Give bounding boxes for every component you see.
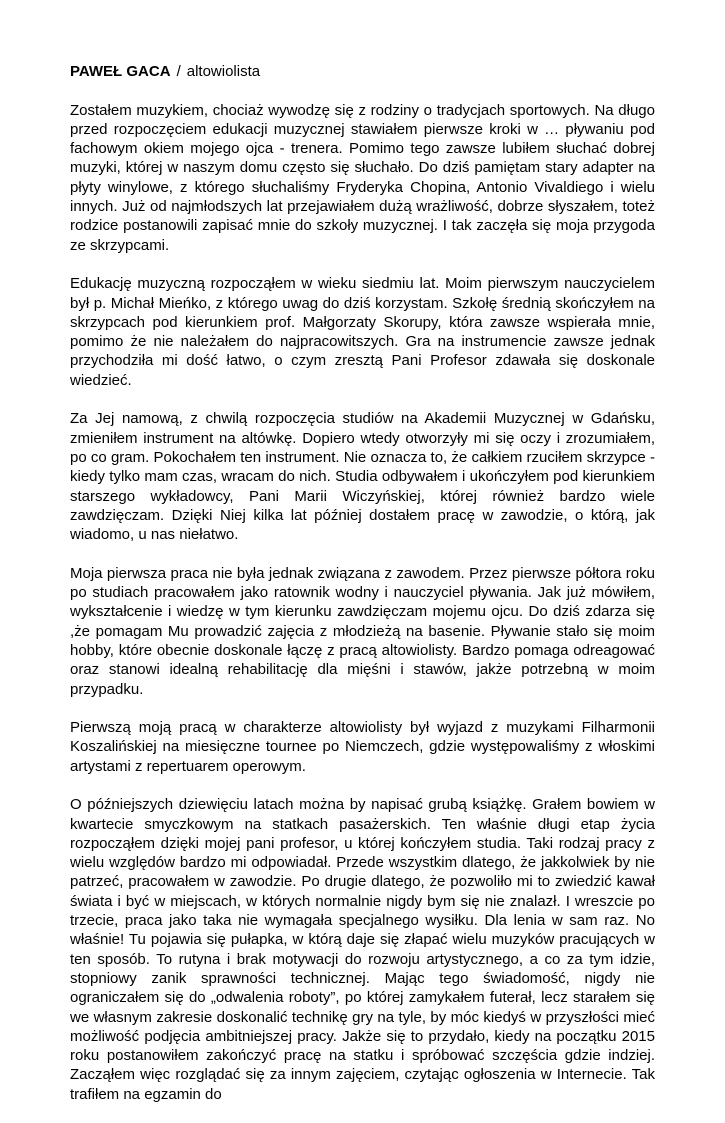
paragraph-2: Edukację muzyczną rozpocząłem w wieku siedmiu lat. Moim pierwszym nauczycielem był p. Michał Mieńko, z którego uwag do dziś korzystam. Szkołę średnią skończyłem na skrzypcach pod kierunkiem prof. Małgorzaty Skorupy, która zawsze wspierała mnie, pomimo że nie należałem do najpracowitszych. Gra na instrumencie zawsze jednak przychodziła mi dość łatwo, o czym zresztą Pani Profesor zdawała się doskonale wiedzieć. — [70, 275, 655, 389]
paragraph-6: O późniejszych dziewięciu latach można by napisać grubą książkę. Grałem bowiem w kwartecie smyczkowym na statkach pasażerskich. Ten właśnie długi etap życia rozpocząłem dzięki mojej pani profesor, u której kończyłem studia. Taki rodzaj pracy z wielu względów bardzo mi odpowiadał. Przede wszystkim dlatego, że jakkolwiek by nie patrzeć, pracowałem w zawodzie. Po drugie dlatego, że pozwoliło mi to zwiedzić kawał świata i być w miejscach, w których normalnie nigdy bym się nie znalazł. I wreszcie po trzecie, praca jako taka nie wymagała specjalnego wysiłku. Dla lenia w sam raz. No właśnie! Tu pojawia się pułapka, w którą daje się złapać wielu muzyków pracujących w ten sposób. To rutyna i brak motywacji do rozwoju artystycznego, a co za tym idzie, stopniowy zanik sprawności technicznej. Mając tego świadomość, nigdy nie ograniczałem się do „odwalenia roboty”, po której zamykałem futerał, lecz starałem się we własnym zakresie doskonalić technikę gry na tyle, by móc kiedyś w przyszłości mieć możliwość podjęcia ambitniejszej pracy. Jakże się to przydało, kiedy na początku 2015 roku postanowiłem zakończyć pracę na statku i spróbować szczęścia gdzie indziej. Zacząłem więc rozglądać się za innym zajęciem, czytając ogłoszenia w Internecie. Tak trafiłem na egzamin do — [70, 796, 655, 1103]
paragraph-4: Moja pierwsza praca nie była jednak związana z zawodem. Przez pierwsze półtora roku po studiach pracowałem jako ratownik wodny i nauczyciel pływania. Jak już mówiłem, wykształcenie i wiedzę w tym kierunku zawdzięczam mojemu ojcu. Do dziś zdarza się ,że pomagam Mu prowadzić zajęcia z młodzieżą na basenie. Pływanie stało się moim hobby, które obecnie doskonale łączę z pracą altowiolisty. Bardzo pomaga odreagować oraz stanowi idealną rehabilitację dla mięśni i stawów, jakże potrzebną w moim przypadku. — [70, 564, 655, 698]
paragraph-3: Za Jej namową, z chwilą rozpoczęcia studiów na Akademii Muzycznej w Gdańsku, zmieniłem instrument na altówkę. Dopiero wtedy otworzyły mi się oczy i zrozumiałem, po co gram. Pokochałem ten instrument. Nie oznacza to, że całkiem rzuciłem skrzypce - kiedy tylko mam czas, wracam do nich. Studia odbywałem i ukończyłem pod kierunkiem starszego wykładowcy, Pani Marii Wiczyńskiej, której również bardzo wiele zawdzięczam. Dzięki Niej kilka lat później dostałem pracę w zawodzie, o którą, jak wiadomo, u nas niełatwo. — [70, 410, 655, 544]
author-role: altowiolista — [186, 63, 261, 80]
paragraph-5: Pierwszą moją pracą w charakterze altowiolisty był wyjazd z muzykami Filharmonii Koszalińskiej na miesięczne tournee po Niemczech, gdzie występowaliśmy z włoskimi artystami z repertuarem operowym. — [70, 719, 655, 775]
author-name: PAWEŁ GACA — [70, 63, 171, 80]
heading-separator: / — [176, 63, 181, 80]
document-page — [70, 62, 655, 1123]
document-heading — [70, 62, 655, 81]
paragraph-1: Zostałem muzykiem, chociaż wywodzę się z rodziny o tradycjach sportowych. Na długo przed rozpoczęciem edukacji muzycznej stawiałem pierwsze kroki w … pływaniu pod fachowym okiem mojego ojca - trenera. Pomimo tego zawsze lubiłem słuchać dobrej muzyki, której w naszym domu często się słuchało. Do dziś pamiętam stary adapter na płyty winylowe, z którego słuchaliśmy Fryderyka Chopina, Antonio Vivaldiego i wielu innych. Już od najmłodszych lat przejawiałem dużą wrażliwość, dobrze słyszałem, toteż rodzice postanowili zapisać mnie do szkoły muzycznej. I tak zaczęła się moja przygoda ze skrzypcami. — [70, 101, 655, 254]
